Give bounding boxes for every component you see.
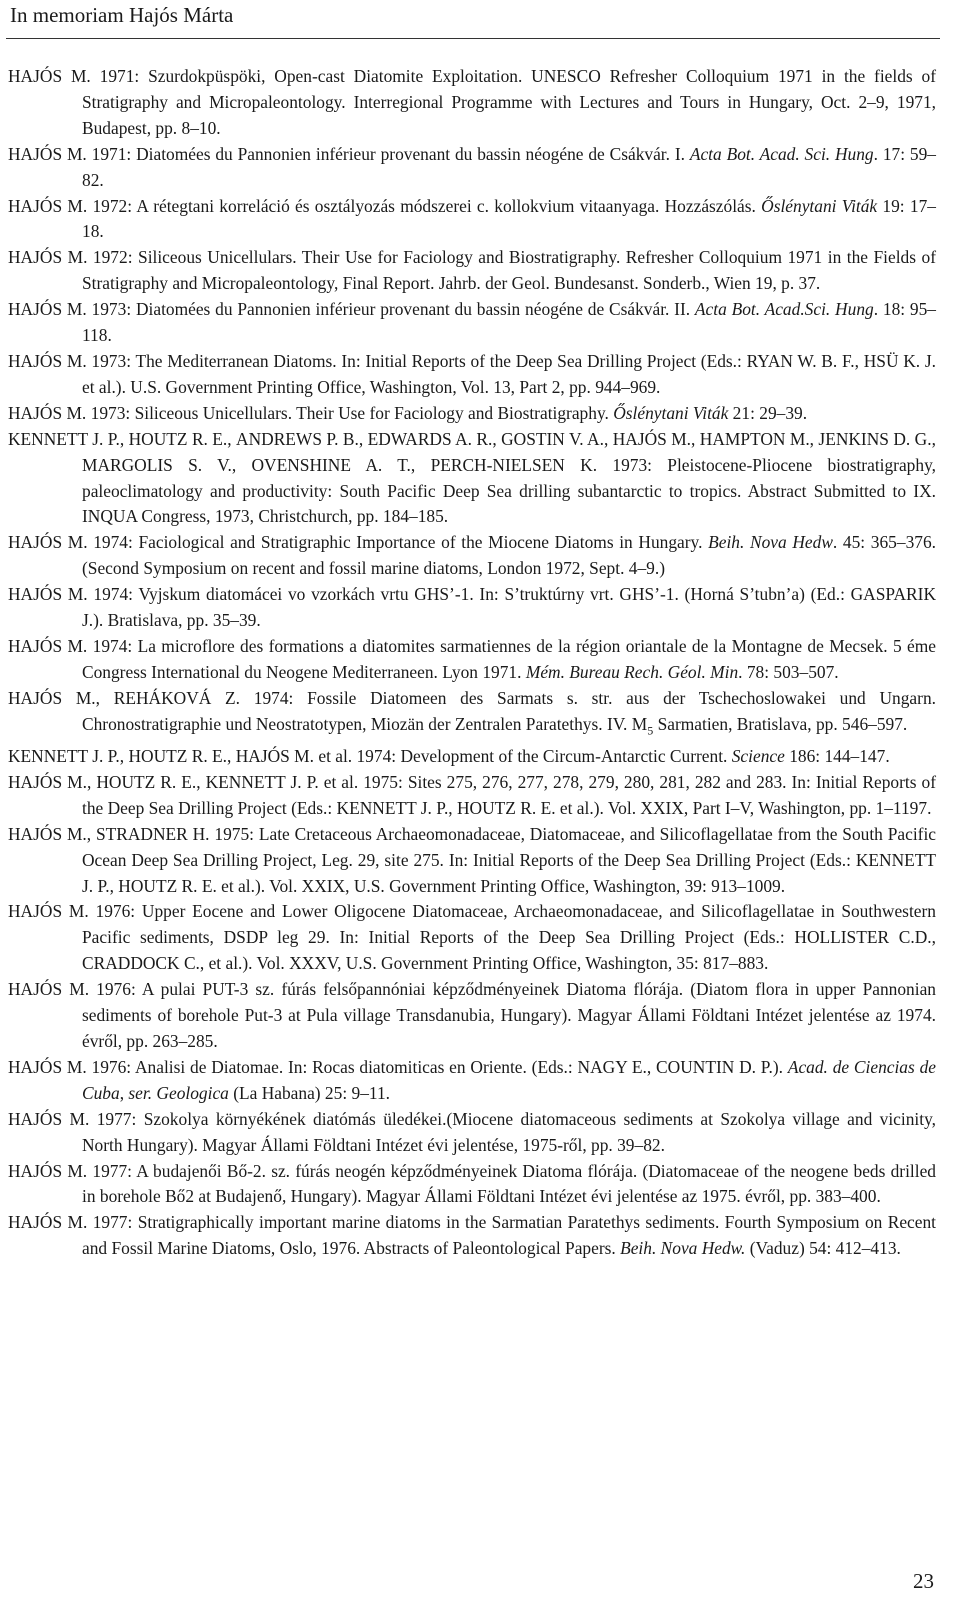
author: JENKINS D. G. xyxy=(818,428,932,449)
author: HAJÓS M. xyxy=(8,1056,87,1077)
reference-entry: KENNETT J. P., HOUTZ R. E., HAJÓS M. et al. 1974: Development of the Circum-Antarctic Current. Science 186: 144–147. xyxy=(8,746,890,767)
reference-entry: HAJÓS M. 1972: Siliceous Unicellulars. Their Use for Faciology and Biostratigraphy. Refresher Colloquium 1971 in the Fields of Stratigraphy and Micropaleontology, Final Report. Jahrb. der Geol. Bundesanst. Sonderb., Wien 19, p. 37. xyxy=(8,247,936,294)
editor: HOUTZ R. E. xyxy=(457,797,556,818)
editor: KENNETT J. P. xyxy=(336,797,449,818)
author: GOSTIN V. A. xyxy=(501,428,604,449)
author: HAJÓS M. xyxy=(8,299,87,320)
reference-entry: HAJÓS M. 1973: Diatomées du Pannonien inférieur provenant du bassin néogéne de Csákvár. II. Acta Bot. Acad.Sci. Hung. 18: 95–118. xyxy=(8,299,936,346)
author: HAMPTON M. xyxy=(699,428,810,449)
author: HAJÓS M. xyxy=(8,247,88,268)
editor: HOLLISTER C.D. xyxy=(794,927,932,948)
author: KENNETT J. P. xyxy=(8,428,120,449)
reference-entry: HAJÓS M. 1976: Upper Eocene and Lower Oligocene Diatomaceae, Archaeomonadaceae, and Silicoflagellatae in Southwestern Pacific sediments, DSDP leg 29. In: Initial Reports of the Deep Sea Drilling Project (Eds.: HOLLISTER C.D., CRADDOCK C., et al.). Vol. XXXV, U.S. Government Printing Office, Washington, 35: 817–883. xyxy=(8,901,936,974)
reference-entry: HAJÓS M. 1974: La microflore des formations a diatomites sarmatiennes de la région oriantale de la Montagne de Mecsek. 5 éme Congress International du Neogene Mediterraneen. Lyon 1971. Mém. Bureau Rech. Géol. Min. 78: 503–507. xyxy=(8,635,936,682)
author: HAJÓS M. xyxy=(8,195,88,216)
author: HAJÓS M. xyxy=(8,687,96,708)
author: KENNETT J. P. xyxy=(205,771,319,792)
author: HAJÓS M. xyxy=(8,1108,90,1129)
journal: Science xyxy=(731,746,785,767)
author: STRADNER H. xyxy=(95,823,210,844)
author: HOUTZ R. E. xyxy=(128,746,228,767)
reference-entry: HAJÓS M. 1976: Analisi de Diatomae. In: Rocas diatomiticas en Oriente. (Eds.: NAGY E., COUNTIN D. P.). Acad. de Ciencias de Cuba, ser. Geologica (La Habana) 25: 9–11. xyxy=(8,1056,936,1103)
journal: Őslénytani Viták xyxy=(761,195,878,216)
page-number: 23 xyxy=(913,1569,934,1593)
author: HOUTZ R. E. xyxy=(128,428,228,449)
author: HAJÓS M. xyxy=(8,771,87,792)
journal: Beih. Nova Hedw. xyxy=(620,1238,746,1259)
reference-entry: HAJÓS M. 1973: The Mediterranean Diatoms. In: Initial Reports of the Deep Sea Drilling Project (Eds.: RYAN W. B. F., HSÜ K. J. et al.). U.S. Government Printing Office, Washington, Vol. 13, Part 2, pp. 944–969. xyxy=(8,350,937,397)
author: HAJÓS M. xyxy=(8,1212,88,1233)
reference-entry: HAJÓS M. 1974: Faciological and Stratigraphic Importance of the Miocene Diatoms in Hungary. Beih. Nova Hedw. 45: 365–376. (Second Symposium on recent and fossil marine diatoms, London 1972, Sept. 4–9.) xyxy=(8,532,936,579)
author: HAJÓS M. xyxy=(8,66,91,86)
author: HOUTZ R. E. xyxy=(96,771,197,792)
journal: ser. Geologica xyxy=(128,1082,229,1103)
author: ANDREWS P. B. xyxy=(236,428,359,449)
author: EDWARDS A. R. xyxy=(367,428,493,449)
journal: Beih. Nova Hedw xyxy=(708,532,833,553)
journal: Acta Bot. Acad.Sci. Hung xyxy=(694,299,874,320)
reference-entry: HAJÓS M. 1977: A budajenői Bő-2. sz. fúrás neogén képződményeinek Diatoma flórája. (Diatomaceae of the neogene beds drilled in borehole Bő2 at Budajenő, Hungary). Magyar Állami Földtani Intézet évi jelentése az 1975. évről, pp. 383–400. xyxy=(8,1160,937,1207)
author: REHÁKOVÁ Z. xyxy=(113,687,241,708)
editor: RYAN W. B. F. xyxy=(746,350,855,371)
editor: GASPARIK J. xyxy=(82,584,936,631)
reference-entry: HAJÓS M., HOUTZ R. E., KENNETT J. P. et al. 1975: Sites 275, 276, 277, 278, 279, 280, 281, 282 and 283. In: Initial Reports of the Deep Sea Drilling Project (Eds.: KENNETT J. P., HOUTZ R. E. et al.). Vol. XXIX, Part I–V, Washington, pp. 1–1197. xyxy=(8,771,937,818)
reference-entry: HAJÓS M., REHÁKOVÁ Z. 1974: Fossile Diatomeen des Sarmats s. str. aus der Tschechoslowakei und Ungarn. Chronostratigraphie und Neostratotypen, Miozän der Zentralen Paratethys. IV. $M_5$ Sarmatien, Bratislava, pp. 546–597. xyxy=(8,687,936,738)
page-title: In memoriam Hajós Márta xyxy=(10,3,234,27)
author: PERCH-NIELSEN K. xyxy=(430,454,598,475)
author: OVENSHINE A. T. xyxy=(251,454,411,475)
editor: HOUTZ R. E. xyxy=(118,875,217,896)
author: KENNETT J. P. xyxy=(8,746,120,767)
subscript: 5 xyxy=(647,723,654,738)
author: HAJÓS M. xyxy=(8,1160,88,1181)
reference-entry: KENNETT J. P., HOUTZ R. E., ANDREWS P. B., EDWARDS A. R., GOSTIN V. A., HAJÓS M., HAMPTON M., JENKINS D. G., MARGOLIS S. V., OVENSHINE A. T., PERCH-NIELSEN K. 1973: Pleistocene-Pliocene biostratigraphy, paleoclimatology and productivity: South Pacific Deep Sea drilling subantarctic to tropics. Abstract Submitted to IX. INQUA Congress, 1973, Christchurch, pp. 184–185. xyxy=(8,428,936,527)
author: MARGOLIS S. V. xyxy=(82,454,232,475)
author: HAJÓS M. xyxy=(8,402,87,423)
reference-entry: HAJÓS M. 1971: Diatomées du Pannonien inférieur provenant du bassin néogéne de Csákvár. I. Acta Bot. Acad. Sci. Hung. 17: 59–82. xyxy=(8,143,937,190)
author: HAJÓS M. xyxy=(8,350,87,371)
reference-entry: HAJÓS M. 1977: Szokolya környékének diatómás üledékei.(Miocene diatomaceous sediments at Szokolya village and vicinity, North Hungary). Magyar Állami Földtani Intézet évi jelentése, 1975-ről, pp. 39–82. xyxy=(8,1108,937,1155)
author: HAJÓS M. xyxy=(8,823,87,844)
author: HAJÓS M. xyxy=(8,635,88,656)
author: HAJÓS M. xyxy=(8,584,88,605)
author: HAJÓS M. xyxy=(612,428,692,449)
editor: CRADDOCK C. xyxy=(82,953,200,974)
editor: HSÜ K. J. xyxy=(863,350,937,371)
reference-entry: HAJÓS M. 1972: A rétegtani korreláció és osztályozás módszerei c. kollokvium vitaanyaga. Hozzászólás. Őslénytani Viták 19: 17–18. xyxy=(8,195,936,242)
reference-entry: HAJÓS M. 1974: Vyjskum diatomácei vo vzorkách vrtu GHS’-1. In: S’truktúrny vrt. GHS’-1. (Horná S’tubn’a) (Ed.: GASPARIK J.). Bratislava, pp. 35–39. xyxy=(8,584,936,631)
editor: COUNTIN D. P. xyxy=(656,1056,773,1077)
author: HAJÓS M. xyxy=(8,532,88,553)
author: HAJÓS M. xyxy=(8,143,87,164)
editor: KENNETT J. P. xyxy=(82,849,936,896)
journal: Acta Bot. Acad. Sci. Hung xyxy=(689,143,874,164)
author: HAJÓS M. xyxy=(8,979,90,1000)
reference-entry: HAJÓS M. 1977: Stratigraphically important marine diatoms in the Sarmatian Paratethys sediments. Fourth Symposium on Recent and Fossil Marine Diatoms, Oslo, 1976. Abstracts of Paleontological Papers. Beih. Nova Hedw. (Vaduz) 54: 412–413. xyxy=(8,1212,936,1259)
reference-entry: HAJÓS M., STRADNER H. 1975: Late Cretaceous Archaeomonadaceae, Diatomaceae, and Silicoflagellatae from the South Pacific Ocean Deep Sea Drilling Project, Leg. 29, site 275. In: Initial Reports of the Deep Sea Drilling Project (Eds.: KENNETT J. P., HOUTZ R. E. et al.). Vol. XXIX, U.S. Government Printing Office, Washington, 39: 913–1009. xyxy=(8,823,936,896)
reference-list xyxy=(8,64,936,1262)
running-header xyxy=(6,0,940,39)
journal: Mém. Bureau Rech. Géol. Min xyxy=(525,661,739,682)
reference-entry: HAJÓS M. 1973: Siliceous Unicellulars. Their Use for Faciology and Biostratigraphy. Őslénytani Viták 21: 29–39. xyxy=(8,402,808,423)
journal: Őslénytani Viták xyxy=(613,402,729,423)
reference-entry: HAJÓS M. 1976: A pulai PUT-3 sz. fúrás felsőpannóniai képződményeinek Diatoma flórája. (Diatom flora in upper Pannonian sediments of borehole Put-3 at Pula village Transdanubia, Hungary). Magyar Állami Földtani Intézet jelentése az 1974. évről, pp. 263–285. xyxy=(8,979,936,1051)
editor: NAGY E. xyxy=(577,1056,647,1077)
author: HAJÓS M. xyxy=(8,901,89,922)
journal: Acad. de Ciencias de Cuba xyxy=(82,1056,936,1103)
reference-entry: HAJÓS M. 1971: Szurdokpüspöki, Open-cast Diatomite Exploitation. UNESCO Refresher Colloquium 1971 in the fields of Stratigraphy and Micropaleontology. Interregional Programme with Lectures and Tours in Hungary, Oct. 2–9, 1971, Budapest, pp. 8–10. xyxy=(8,66,937,138)
author: HAJÓS M. xyxy=(235,746,314,767)
